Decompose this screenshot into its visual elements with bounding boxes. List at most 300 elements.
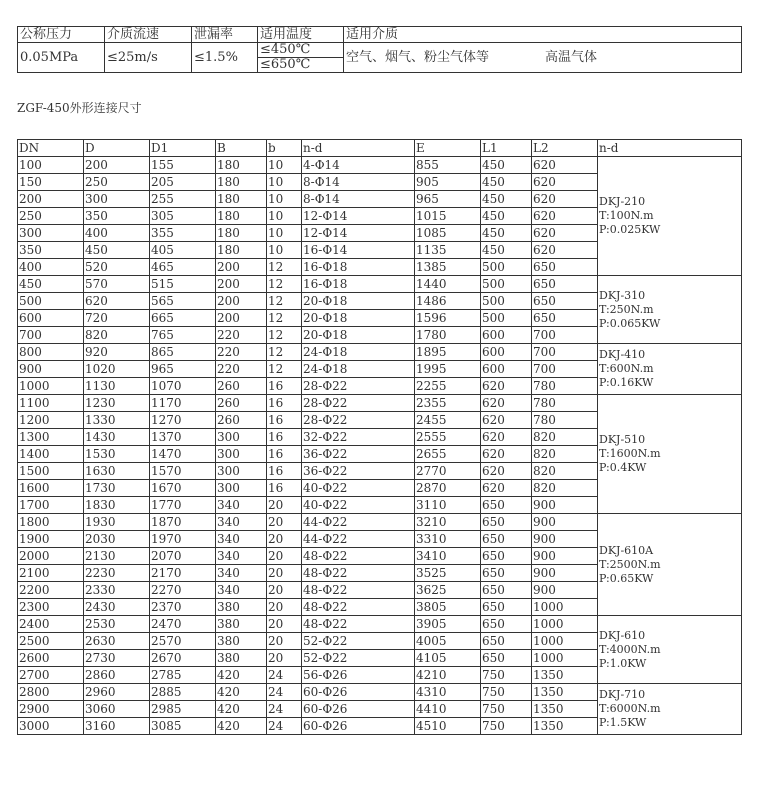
table-cell: 4210 — [415, 667, 481, 684]
spec-header-row — [18, 27, 742, 43]
table-cell: 48-Φ22 — [302, 599, 415, 616]
table-cell: 200 — [18, 191, 84, 208]
table-cell: 16 — [267, 480, 302, 497]
table-cell: 700 — [18, 327, 84, 344]
table-cell: 355 — [150, 225, 216, 242]
table-cell: 3410 — [415, 548, 481, 565]
table-cell: 1700 — [18, 497, 84, 514]
table-cell: 900 — [532, 497, 598, 514]
table-cell: 520 — [84, 259, 150, 276]
table-cell: 2400 — [18, 616, 84, 633]
table-cell: 1350 — [532, 684, 598, 701]
table-cell: 20-Φ18 — [302, 310, 415, 327]
table-cell: 2300 — [18, 599, 84, 616]
table-cell: 650 — [481, 582, 532, 599]
table-cell: 820 — [532, 429, 598, 446]
table-cell: 10 — [267, 225, 302, 242]
table-cell: 3085 — [150, 718, 216, 735]
temp-value-1: ≤450℃ — [258, 43, 344, 58]
table-cell: 220 — [216, 327, 267, 344]
table-cell: 380 — [216, 650, 267, 667]
table-cell: 650 — [481, 616, 532, 633]
table-cell: 900 — [532, 548, 598, 565]
table-cell: 20 — [267, 599, 302, 616]
table-cell: 12 — [267, 344, 302, 361]
table-cell: 4310 — [415, 684, 481, 701]
table-cell: 3000 — [18, 718, 84, 735]
medium-value — [344, 43, 742, 73]
table-cell: 60-Φ26 — [302, 701, 415, 718]
actuator-spec-cell: DKJ-310 T:250N.m P:0.065KW — [598, 276, 742, 344]
table-cell: 1350 — [532, 718, 598, 735]
table-cell: 465 — [150, 259, 216, 276]
table-cell: 16-Φ18 — [302, 276, 415, 293]
table-cell: 12 — [267, 310, 302, 327]
table-cell: 2870 — [415, 480, 481, 497]
table-cell: 24-Φ18 — [302, 344, 415, 361]
table-cell: 180 — [216, 208, 267, 225]
table-cell: 20 — [267, 514, 302, 531]
table-cell: 340 — [216, 565, 267, 582]
table-cell: 620 — [481, 429, 532, 446]
table-cell: 600 — [481, 344, 532, 361]
table-cell: 3160 — [84, 718, 150, 735]
table-cell: 12 — [267, 327, 302, 344]
table-cell: 10 — [267, 174, 302, 191]
pressure-value: 0.05MPa — [18, 43, 105, 73]
table-cell: 1350 — [532, 701, 598, 718]
table-cell: 4105 — [415, 650, 481, 667]
table-cell: 750 — [481, 684, 532, 701]
table-cell: 1370 — [150, 429, 216, 446]
table-cell: 905 — [415, 174, 481, 191]
table-cell: 2600 — [18, 650, 84, 667]
table-cell: 16 — [267, 446, 302, 463]
dimension-header-cell: b — [267, 140, 302, 157]
table-cell: 52-Φ22 — [302, 633, 415, 650]
table-cell: 780 — [532, 378, 598, 395]
table-cell: 700 — [532, 344, 598, 361]
table-cell: 20 — [267, 531, 302, 548]
table-cell: 2900 — [18, 701, 84, 718]
table-cell: 855 — [415, 157, 481, 174]
table-cell: 1015 — [415, 208, 481, 225]
table-cell: 650 — [481, 531, 532, 548]
table-cell: 620 — [532, 191, 598, 208]
table-cell: 2570 — [150, 633, 216, 650]
table-cell: 2500 — [18, 633, 84, 650]
table-cell: 450 — [18, 276, 84, 293]
table-cell: 1630 — [84, 463, 150, 480]
spec-header-cell: 介质流速 — [105, 27, 192, 43]
table-cell: 180 — [216, 174, 267, 191]
table-cell: 305 — [150, 208, 216, 225]
table-cell: 1000 — [18, 378, 84, 395]
table-cell: 24 — [267, 701, 302, 718]
actuator-spec-cell: DKJ-510 T:1600N.m P:0.4KW — [598, 395, 742, 514]
table-cell: 1570 — [150, 463, 216, 480]
table-cell: 1350 — [532, 667, 598, 684]
table-cell: 12-Φ14 — [302, 225, 415, 242]
table-cell: 965 — [150, 361, 216, 378]
table-cell: 2270 — [150, 582, 216, 599]
table-cell: 865 — [150, 344, 216, 361]
table-cell: 12 — [267, 361, 302, 378]
table-cell: 620 — [532, 174, 598, 191]
table-cell: 1330 — [84, 412, 150, 429]
table-cell: 300 — [18, 225, 84, 242]
table-cell: 1780 — [415, 327, 481, 344]
table-cell: 650 — [532, 293, 598, 310]
table-cell: 340 — [216, 514, 267, 531]
table-cell: 765 — [150, 327, 216, 344]
table-cell: 1085 — [415, 225, 481, 242]
table-cell: 3110 — [415, 497, 481, 514]
spec-header-cell: 适用介质 — [344, 27, 742, 43]
table-cell: 260 — [216, 412, 267, 429]
table-cell: 4-Φ14 — [302, 157, 415, 174]
table-cell: 1895 — [415, 344, 481, 361]
spec-header-cell: 泄漏率 — [192, 27, 258, 43]
table-cell: 500 — [481, 276, 532, 293]
table-cell: 200 — [84, 157, 150, 174]
table-cell: 1530 — [84, 446, 150, 463]
table-cell: 1486 — [415, 293, 481, 310]
table-cell: 600 — [18, 310, 84, 327]
table-cell: 16 — [267, 412, 302, 429]
table-cell: 420 — [216, 718, 267, 735]
table-cell: 1500 — [18, 463, 84, 480]
temp-value-2: ≤650℃ — [258, 58, 344, 73]
table-cell: 720 — [84, 310, 150, 327]
table-cell: 1070 — [150, 378, 216, 395]
table-cell: 3310 — [415, 531, 481, 548]
table-cell: 420 — [216, 667, 267, 684]
table-cell: 2430 — [84, 599, 150, 616]
table-cell: 650 — [481, 497, 532, 514]
table-cell: 20 — [267, 633, 302, 650]
table-cell: 2530 — [84, 616, 150, 633]
table-cell: 380 — [216, 633, 267, 650]
table-cell: 780 — [532, 395, 598, 412]
table-cell: 24-Φ18 — [302, 361, 415, 378]
table-cell: 650 — [532, 310, 598, 327]
table-cell: 620 — [84, 293, 150, 310]
table-cell: 100 — [18, 157, 84, 174]
table-cell: 1130 — [84, 378, 150, 395]
table-cell: 40-Φ22 — [302, 497, 415, 514]
table-cell: 180 — [216, 191, 267, 208]
table-cell: 24 — [267, 667, 302, 684]
table-cell: 4410 — [415, 701, 481, 718]
spec-value-row — [18, 43, 742, 58]
table-cell: 1430 — [84, 429, 150, 446]
table-cell: 220 — [216, 361, 267, 378]
table-cell: 2700 — [18, 667, 84, 684]
table-cell: 620 — [481, 378, 532, 395]
table-cell: 200 — [216, 293, 267, 310]
table-cell: 1170 — [150, 395, 216, 412]
flow-value: ≤25m/s — [105, 43, 192, 73]
table-cell: 1000 — [532, 633, 598, 650]
table-cell: 820 — [532, 446, 598, 463]
table-cell: 650 — [481, 548, 532, 565]
actuator-spec-cell: DKJ-210 T:100N.m P:0.025KW — [598, 157, 742, 276]
actuator-spec-cell: DKJ-610A T:2500N.m P:0.65KW — [598, 514, 742, 616]
table-cell: 1596 — [415, 310, 481, 327]
table-cell: 620 — [532, 208, 598, 225]
table-cell: 10 — [267, 242, 302, 259]
table-cell: 2960 — [84, 684, 150, 701]
table-cell: 20 — [267, 565, 302, 582]
table-cell: 650 — [481, 599, 532, 616]
table-cell: 1270 — [150, 412, 216, 429]
table-cell: 2330 — [84, 582, 150, 599]
table-cell: 300 — [216, 429, 267, 446]
table-cell: 650 — [481, 514, 532, 531]
table-cell: 450 — [481, 174, 532, 191]
table-cell: 44-Φ22 — [302, 531, 415, 548]
table-cell: 350 — [18, 242, 84, 259]
table-cell: 620 — [481, 395, 532, 412]
table-cell: 1830 — [84, 497, 150, 514]
actuator-spec-cell: DKJ-410 T:600N.m P:0.16KW — [598, 344, 742, 395]
table-cell: 250 — [18, 208, 84, 225]
table-cell: 4005 — [415, 633, 481, 650]
table-cell: 300 — [84, 191, 150, 208]
dimension-header-cell: E — [415, 140, 481, 157]
table-cell: 500 — [481, 293, 532, 310]
table-cell: 820 — [84, 327, 150, 344]
table-cell: 565 — [150, 293, 216, 310]
table-cell: 3905 — [415, 616, 481, 633]
table-cell: 2885 — [150, 684, 216, 701]
table-cell: 650 — [532, 259, 598, 276]
table-cell: 2370 — [150, 599, 216, 616]
table-cell: 900 — [532, 582, 598, 599]
table-cell: 2730 — [84, 650, 150, 667]
table-cell: 20 — [267, 497, 302, 514]
table-cell: 24 — [267, 684, 302, 701]
dimension-header-cell: n-d — [598, 140, 742, 157]
table-cell: 450 — [481, 191, 532, 208]
table-cell: 3525 — [415, 565, 481, 582]
table-cell: 1020 — [84, 361, 150, 378]
dimension-header-cell: DN — [18, 140, 84, 157]
table-cell: 1670 — [150, 480, 216, 497]
table-cell: 400 — [18, 259, 84, 276]
table-cell: 12 — [267, 276, 302, 293]
table-cell: 20-Φ18 — [302, 327, 415, 344]
table-cell: 900 — [532, 514, 598, 531]
table-cell: 405 — [150, 242, 216, 259]
table-cell: 500 — [18, 293, 84, 310]
table-cell: 2200 — [18, 582, 84, 599]
table-cell: 10 — [267, 208, 302, 225]
table-cell: 450 — [84, 242, 150, 259]
table-cell: 650 — [481, 650, 532, 667]
table-cell: 3210 — [415, 514, 481, 531]
table-cell: 965 — [415, 191, 481, 208]
table-cell: 1600 — [18, 480, 84, 497]
table-cell: 10 — [267, 157, 302, 174]
table-cell: 1470 — [150, 446, 216, 463]
table-cell: 620 — [532, 225, 598, 242]
table-cell: 2985 — [150, 701, 216, 718]
table-cell: 180 — [216, 157, 267, 174]
table-cell: 820 — [532, 480, 598, 497]
table-cell: 1900 — [18, 531, 84, 548]
table-cell: 620 — [481, 463, 532, 480]
table-cell: 2655 — [415, 446, 481, 463]
table-cell: 650 — [481, 565, 532, 582]
table-cell: 420 — [216, 684, 267, 701]
table-cell: 900 — [532, 531, 598, 548]
table-cell: 32-Φ22 — [302, 429, 415, 446]
dimension-header-cell: L1 — [481, 140, 532, 157]
table-cell: 900 — [532, 565, 598, 582]
table-cell: 1440 — [415, 276, 481, 293]
table-cell: 150 — [18, 174, 84, 191]
table-cell: 340 — [216, 497, 267, 514]
table-cell: 350 — [84, 208, 150, 225]
table-cell: 1930 — [84, 514, 150, 531]
table-cell: 205 — [150, 174, 216, 191]
table-cell: 180 — [216, 225, 267, 242]
table-row — [18, 344, 742, 361]
table-cell: 16 — [267, 463, 302, 480]
table-cell: 48-Φ22 — [302, 548, 415, 565]
table-cell: 620 — [532, 157, 598, 174]
actuator-spec-cell: DKJ-710 T:6000N.m P:1.5KW — [598, 684, 742, 735]
table-row — [18, 684, 742, 701]
table-cell: 1970 — [150, 531, 216, 548]
table-row — [18, 157, 742, 174]
table-cell: 380 — [216, 599, 267, 616]
table-cell: 1400 — [18, 446, 84, 463]
table-cell: 1200 — [18, 412, 84, 429]
table-cell: 450 — [481, 225, 532, 242]
table-cell: 8-Φ14 — [302, 174, 415, 191]
medium-value-1: 空气、烟气、粉尘气体等 — [346, 49, 490, 65]
table-cell: 12 — [267, 293, 302, 310]
table-cell: 16 — [267, 378, 302, 395]
table-cell: 2030 — [84, 531, 150, 548]
spec-header-cell: 公称压力 — [18, 27, 105, 43]
table-cell: 1870 — [150, 514, 216, 531]
table-cell: 340 — [216, 582, 267, 599]
table-cell: 16 — [267, 395, 302, 412]
table-row — [18, 616, 742, 633]
medium-value-2: 高温气体 — [545, 49, 598, 65]
table-cell: 260 — [216, 395, 267, 412]
table-cell: 650 — [481, 633, 532, 650]
table-cell: 3805 — [415, 599, 481, 616]
table-cell: 180 — [216, 242, 267, 259]
table-cell: 20 — [267, 616, 302, 633]
table-cell: 2670 — [150, 650, 216, 667]
table-cell: 28-Φ22 — [302, 395, 415, 412]
table-cell: 2860 — [84, 667, 150, 684]
table-cell: 200 — [216, 310, 267, 327]
table-cell: 1300 — [18, 429, 84, 446]
table-cell: 250 — [84, 174, 150, 191]
table-cell: 500 — [481, 259, 532, 276]
table-cell: 16 — [267, 429, 302, 446]
table-cell: 700 — [532, 327, 598, 344]
table-cell: 48-Φ22 — [302, 582, 415, 599]
table-cell: 300 — [216, 463, 267, 480]
table-cell: 1000 — [532, 599, 598, 616]
table-cell: 200 — [216, 259, 267, 276]
table-cell: 920 — [84, 344, 150, 361]
table-cell: 340 — [216, 548, 267, 565]
dimension-body — [18, 157, 742, 735]
table-cell: 820 — [532, 463, 598, 480]
table-cell: 1000 — [532, 616, 598, 633]
table-cell: 2355 — [415, 395, 481, 412]
table-cell: 2130 — [84, 548, 150, 565]
table-cell: 2230 — [84, 565, 150, 582]
table-cell: 650 — [532, 276, 598, 293]
spec-table — [17, 26, 742, 73]
table-cell: 1230 — [84, 395, 150, 412]
table-cell: 420 — [216, 701, 267, 718]
dimension-header-cell: D1 — [150, 140, 216, 157]
table-cell: 10 — [267, 191, 302, 208]
table-row — [18, 395, 742, 412]
leakage-value: ≤1.5% — [192, 43, 258, 73]
table-cell: 620 — [481, 446, 532, 463]
table-cell: 56-Φ26 — [302, 667, 415, 684]
table-cell: 3625 — [415, 582, 481, 599]
table-cell: 24 — [267, 718, 302, 735]
table-cell: 1000 — [532, 650, 598, 667]
table-cell: 600 — [481, 361, 532, 378]
table-cell: 2470 — [150, 616, 216, 633]
table-cell: 28-Φ22 — [302, 378, 415, 395]
table-cell: 750 — [481, 667, 532, 684]
table-cell: 300 — [216, 446, 267, 463]
table-cell: 620 — [532, 242, 598, 259]
table-cell: 340 — [216, 531, 267, 548]
table-cell: 1385 — [415, 259, 481, 276]
table-cell: 515 — [150, 276, 216, 293]
table-cell: 400 — [84, 225, 150, 242]
table-cell: 1800 — [18, 514, 84, 531]
dimension-table — [17, 139, 742, 735]
table-cell: 900 — [18, 361, 84, 378]
table-cell: 12 — [267, 259, 302, 276]
table-row — [18, 276, 742, 293]
table-cell: 20 — [267, 548, 302, 565]
table-cell: 44-Φ22 — [302, 514, 415, 531]
table-cell: 620 — [481, 412, 532, 429]
table-cell: 60-Φ26 — [302, 684, 415, 701]
table-cell: 1995 — [415, 361, 481, 378]
spec-header-cell: 适用温度 — [258, 27, 344, 43]
dimension-header-cell: B — [216, 140, 267, 157]
table-cell: 40-Φ22 — [302, 480, 415, 497]
table-cell: 800 — [18, 344, 84, 361]
table-cell: 2000 — [18, 548, 84, 565]
table-cell: 52-Φ22 — [302, 650, 415, 667]
dimension-header-cell: L2 — [532, 140, 598, 157]
table-cell: 380 — [216, 616, 267, 633]
table-cell: 260 — [216, 378, 267, 395]
table-cell: 1135 — [415, 242, 481, 259]
table-cell: 3060 — [84, 701, 150, 718]
